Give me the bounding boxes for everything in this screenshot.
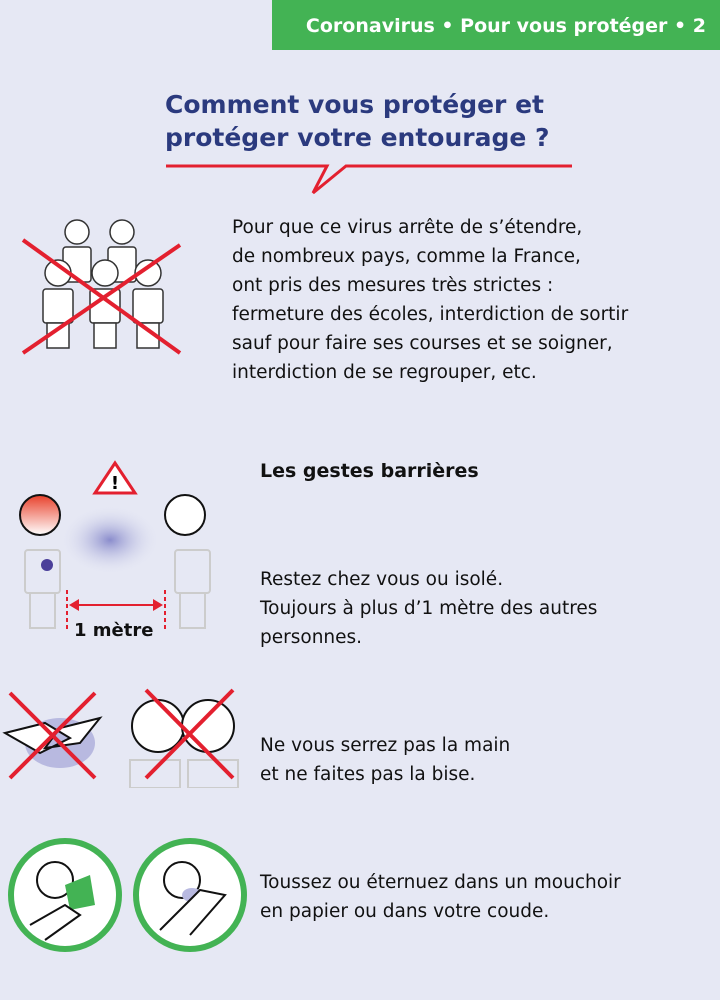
header-banner: Coronavirus • Pour vous protéger • 2 <box>272 0 720 50</box>
distance-text <box>260 565 597 652</box>
intro-line: Pour que ce virus arrête de s’étendre, <box>232 217 583 238</box>
crossed-group-icon <box>15 215 195 355</box>
no-handshake-icon <box>0 688 110 788</box>
distance-line: Restez chez vous ou isolé. <box>260 569 504 590</box>
cough-line: en papier ou dans votre coude. <box>260 901 550 922</box>
intro-line: interdiction de se regrouper, etc. <box>232 362 537 383</box>
distance-line: Toujours à plus d’1 mètre des autres <box>260 598 598 619</box>
elbow-icon <box>130 835 250 955</box>
greeting-text <box>260 731 510 789</box>
speech-bubble-underline <box>0 0 720 200</box>
cough-line: Toussez ou éternuez dans un mouchoir <box>260 872 621 893</box>
intro-line: fermeture des écoles, interdiction de sortir <box>232 304 629 325</box>
distance-label: 1 mètre <box>74 620 154 641</box>
tissue-icon <box>5 835 125 955</box>
title-line-1: Comment vous protéger et <box>165 90 544 119</box>
cough-text <box>260 868 621 926</box>
intro-line: de nombreux pays, comme la France, <box>232 246 581 267</box>
greeting-line: Ne vous serrez pas la main <box>260 735 511 756</box>
intro-text <box>232 213 628 387</box>
intro-line: sauf pour faire ses courses et se soigner, <box>232 333 613 354</box>
intro-line: ont pris des mesures très strictes : <box>232 275 554 296</box>
greeting-line: et ne faites pas la bise. <box>260 764 476 785</box>
no-kiss-icon <box>128 688 243 788</box>
distance-line: personnes. <box>260 627 363 648</box>
distance-illustration <box>5 455 235 635</box>
title-line-2: protéger votre entourage ? <box>165 123 550 152</box>
svg-text:!: ! <box>110 473 120 494</box>
section-title: Les gestes barrières <box>260 460 479 482</box>
